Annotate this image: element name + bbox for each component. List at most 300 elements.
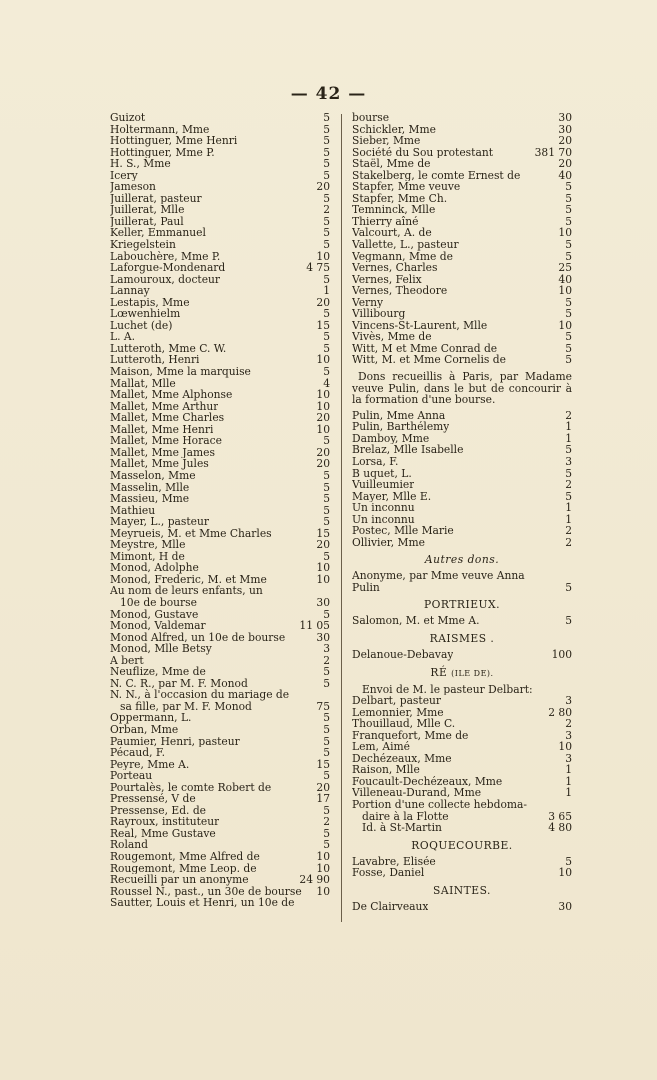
entry-amount: 5	[565, 341, 572, 355]
list-entry	[110, 597, 330, 609]
list-entry	[352, 537, 572, 549]
entry-amount: 10	[316, 561, 330, 575]
list-entry	[110, 458, 330, 470]
entry-name: Damboy, Mme	[352, 432, 430, 445]
entry-amount: 1	[565, 431, 572, 445]
entry-amount: 30	[558, 111, 572, 124]
entry-name: Mimont, H de	[110, 550, 185, 563]
entry-amount: 2	[565, 717, 572, 731]
list-entry	[352, 741, 572, 753]
list-entry	[110, 828, 330, 840]
list-entry	[110, 782, 330, 794]
list-entry	[110, 609, 330, 621]
list-entry	[110, 851, 330, 863]
list-entry	[110, 435, 330, 447]
entry-name: Salomon, M. et Mme A.	[352, 615, 480, 628]
entry-amount: 1	[565, 786, 572, 800]
entry-amount: 20	[316, 180, 330, 194]
entry-amount: 10	[316, 422, 330, 436]
entry-amount: 5	[565, 307, 572, 321]
entry-amount: 17	[316, 792, 330, 806]
entry-amount: 1	[323, 284, 330, 298]
entry-amount: 3	[565, 694, 572, 708]
entry-name: H. S., Mme	[110, 158, 171, 170]
entry-name: Anonyme, par Mme veuve Anna	[352, 570, 525, 582]
list-entry	[352, 707, 572, 719]
list-entry	[352, 193, 572, 205]
portrieux-row	[352, 615, 572, 627]
entry-name: Keller, Emmanuel	[110, 227, 206, 240]
list-entry	[110, 274, 330, 286]
entry-name: L. A.	[110, 331, 136, 343]
list-entry	[110, 158, 330, 170]
list-entry	[110, 285, 330, 297]
list-entry	[352, 320, 572, 332]
entry-amount: 24 90	[299, 873, 330, 887]
list-entry	[352, 216, 572, 228]
entry-name: Vegmann, Mme de	[352, 250, 453, 263]
entry-amount: 5	[565, 295, 572, 309]
list-entry	[110, 897, 330, 909]
entry-name: Hottinguer, Mme Henri	[110, 135, 238, 147]
entry-amount: 2	[565, 478, 572, 492]
right-list-c	[352, 695, 572, 834]
entry-name: Vallette, L., pasteur	[352, 239, 459, 251]
entry-amount: 5	[565, 466, 572, 480]
entry-name: Stapfer, Mme Ch.	[352, 192, 448, 205]
list-entry	[110, 724, 330, 736]
entry-name: Lutteroth, Henri	[110, 354, 200, 367]
entry-name: Lestapis, Mme	[110, 296, 190, 309]
entry-amount: 25	[558, 261, 572, 275]
list-entry	[110, 401, 330, 413]
entry-name: Valcourt, A. de	[352, 227, 432, 240]
entry-amount: 30	[316, 595, 330, 609]
list-entry	[352, 354, 572, 366]
list-entry	[352, 867, 572, 879]
list-entry	[352, 421, 572, 433]
entry-name: Vernes, Felix	[352, 273, 422, 286]
entry-name: N. N., à l'occasion du mariage de	[110, 689, 290, 701]
entry-amount: 5	[323, 307, 330, 321]
list-entry	[352, 514, 572, 526]
entry-name: Monod Alfred, un 10e de bourse	[110, 631, 286, 644]
entry-amount: 5	[565, 203, 572, 217]
list-entry	[352, 251, 572, 263]
entry-name: Staël, Mme de	[352, 158, 431, 170]
entry-amount: 10	[316, 249, 330, 263]
entry-amount: 20	[316, 538, 330, 552]
entry-amount: 2	[323, 203, 330, 217]
entry-name: Mallet, Mme Alphonse	[110, 389, 233, 401]
entry-name: Juillerat, pasteur	[110, 192, 202, 205]
entry-name: Laforgue-Mondenard	[110, 262, 226, 274]
entry-amount: 5	[323, 134, 330, 148]
entry-amount: 5	[323, 226, 330, 240]
re-heading	[352, 667, 572, 680]
entry-amount: 1	[565, 774, 572, 788]
entry-name: Kriegelstein	[110, 239, 176, 251]
entry-amount: 10	[558, 226, 572, 240]
list-entry	[110, 424, 330, 436]
right-list-a	[352, 112, 572, 366]
right-list-b	[352, 410, 572, 549]
entry-amount: 2	[323, 815, 330, 829]
list-entry	[110, 655, 330, 667]
entry-name: daire à la Flotte	[362, 810, 449, 823]
entry-name: Oppermann, L.	[110, 712, 192, 724]
entry-amount: 5	[323, 330, 330, 344]
entry-amount: 5	[323, 803, 330, 817]
entry-name: Sautter, Louis et Henri, un 10e de	[110, 897, 295, 909]
entry-amount: 2	[565, 535, 572, 549]
entry-amount: 30	[558, 899, 572, 913]
list-entry	[110, 470, 330, 482]
list-entry	[352, 308, 572, 320]
list-entry	[110, 574, 330, 586]
entry-amount: 5	[323, 468, 330, 482]
entry-name: Recueilli par un anonyme	[110, 874, 249, 886]
entry-name: Temninck, Mlle	[352, 204, 436, 216]
entry-name: Villeneau-Durand, Mme	[352, 787, 482, 800]
entry-name: Juillerat, Mlle	[110, 204, 185, 216]
entry-amount: 20	[558, 134, 572, 148]
entry-name: Masselin, Mlle	[110, 481, 190, 494]
list-entry	[352, 856, 572, 868]
list-entry	[110, 147, 330, 159]
list-entry	[110, 112, 330, 124]
entry-name: Roland	[110, 839, 148, 851]
entry-name: Meyrueis, M. et Mme Charles	[110, 527, 272, 540]
entry-amount: 2	[565, 408, 572, 422]
entry-amount: 5	[565, 614, 572, 628]
entry-amount: 5	[323, 434, 330, 448]
autres-dons-heading: Autres dons.	[424, 553, 500, 567]
list-entry	[110, 551, 330, 563]
entry-name: Monod, Adolphe	[110, 562, 199, 574]
entry-amount: 10	[558, 318, 572, 332]
entry-name: Peyre, Mme A.	[110, 758, 190, 771]
entry-amount: 5	[565, 180, 572, 194]
list-entry	[110, 412, 330, 424]
entry-amount: 5	[323, 503, 330, 517]
entry-name: Lorsa, F.	[352, 456, 399, 468]
entry-amount: 75	[316, 699, 330, 713]
list-entry	[110, 366, 330, 378]
entry-name: Hottinguer, Mme P.	[110, 146, 215, 159]
entry-name: Brelaz, Mlle Isabelle	[352, 444, 464, 456]
entry-amount: 4	[323, 376, 330, 390]
list-entry	[352, 753, 572, 765]
list-entry	[110, 251, 330, 263]
entry-name: Luchet (de)	[110, 319, 173, 332]
list-entry	[110, 204, 330, 216]
entry-amount: 10	[316, 353, 330, 367]
list-entry	[352, 285, 572, 297]
entry-name: Sieber, Mme	[352, 135, 421, 147]
entry-name: Lemonnier, Mme	[352, 706, 444, 719]
entry-amount: 11 05	[299, 619, 330, 633]
entry-amount: 5	[323, 838, 330, 852]
entry-name: Mathieu	[110, 504, 156, 517]
entry-amount: 3	[323, 642, 330, 656]
entry-name: Stapfer, Mme veuve	[352, 181, 461, 193]
entry-amount: 5	[565, 353, 572, 367]
entry-name: Guizot	[110, 112, 146, 124]
entry-name: Pulin, Mme Anna	[352, 409, 446, 422]
list-entry	[110, 216, 330, 228]
entry-amount: 40	[558, 168, 572, 182]
entry-name: Vivès, Mme de	[352, 331, 432, 343]
list-entry	[110, 620, 330, 632]
envoi-line	[352, 684, 572, 696]
list-entry	[110, 447, 330, 459]
entry-name: Pressensé, V de	[110, 793, 196, 805]
list-entry	[352, 456, 572, 468]
re-heading-sub: (ILE DE).	[451, 668, 494, 678]
entry-name: Lavabre, Elisée	[352, 855, 436, 868]
entry-name: Id. à St-Martin	[362, 822, 442, 834]
list-entry	[110, 181, 330, 193]
entry-name: Mallat, Mlle	[110, 377, 176, 390]
entry-name: Envoi de M. le pasteur Delbart:	[362, 683, 533, 696]
list-entry	[110, 493, 330, 505]
entry-name: Jameson	[110, 181, 156, 193]
entry-amount: 5	[565, 214, 572, 228]
entry-amount: 381 70	[534, 145, 572, 159]
entry-amount: 10	[558, 284, 572, 298]
entry-amount: 30	[316, 630, 330, 644]
list-entry	[110, 770, 330, 782]
list-entry	[352, 274, 572, 286]
entry-name: Vuilleumier	[352, 479, 415, 491]
list-entry	[110, 874, 330, 886]
list-entry	[110, 227, 330, 239]
entry-name: Roussel N., past., un 30e de bourse	[110, 885, 302, 898]
entry-amount: 5	[323, 734, 330, 748]
list-entry	[110, 747, 330, 759]
entry-name: Real, Mme Gustave	[110, 827, 216, 840]
entry-name: Rayroux, instituteur	[110, 816, 220, 828]
entry-amount: 10	[316, 388, 330, 402]
entry-name: A bert	[110, 654, 144, 667]
list-entry	[352, 811, 572, 823]
list-entry	[110, 805, 330, 817]
entry-amount: 5	[323, 191, 330, 205]
list-entry	[110, 689, 330, 701]
entry-amount: 20	[316, 295, 330, 309]
entry-amount: 5	[323, 238, 330, 252]
entry-amount: 5	[323, 272, 330, 286]
entry-name: Dechézeaux, Mme	[352, 752, 452, 765]
entry-amount: 5	[565, 191, 572, 205]
list-entry	[352, 147, 572, 159]
list-entry	[110, 343, 330, 355]
entry-amount: 1	[565, 501, 572, 515]
page-number: — 42 —	[290, 84, 367, 104]
entry-name: Stakelberg, le comte Ernest de	[352, 169, 521, 182]
entry-name: Mayer, Mlle E.	[352, 490, 432, 503]
entry-name: Ollivier, Mme	[352, 536, 425, 549]
entry-amount: 5	[323, 722, 330, 736]
entry-name: Pressense, Ed. de	[110, 804, 207, 817]
list-entry	[110, 793, 330, 805]
entry-name: Lutteroth, Mme C. W.	[110, 342, 227, 355]
entry-name: Labouchère, Mme P.	[110, 250, 221, 263]
entry-amount: 5	[565, 238, 572, 252]
dons-paragraph: Dons recueillis à Paris, par Madame veuve Pulin, dans le but de concourir à la formation d'une bourse.	[352, 370, 572, 407]
list-entry	[352, 297, 572, 309]
entry-name: Pourtalès, le comte Robert de	[110, 781, 272, 794]
entry-amount: 5	[323, 711, 330, 725]
entry-amount: 5	[323, 122, 330, 136]
entry-amount: 5	[323, 676, 330, 690]
entry-amount: 4 80	[548, 821, 572, 835]
entry-name: Mallet, Mme James	[110, 446, 215, 459]
list-entry	[352, 444, 572, 456]
list-entry	[110, 308, 330, 320]
entry-name: Delanoue-Debavay	[352, 649, 454, 661]
entry-name: Un inconnu	[352, 502, 415, 514]
entry-amount: 5	[323, 157, 330, 171]
list-entry	[352, 135, 572, 147]
list-entry	[110, 643, 330, 655]
entry-amount: 3	[565, 751, 572, 765]
entry-amount: 10	[558, 740, 572, 754]
entry-name: sa fille, par M. F. Monod	[120, 700, 252, 713]
entry-amount: 5	[323, 769, 330, 783]
entry-name: Villibourg	[352, 308, 406, 320]
list-entry	[352, 433, 572, 445]
list-entry	[110, 389, 330, 401]
right-column	[352, 112, 572, 912]
entry-name: Lannay	[110, 285, 150, 297]
entry-name: Paumier, Henri, pasteur	[110, 735, 240, 748]
entry-amount: 10	[316, 572, 330, 586]
list-entry	[110, 124, 330, 136]
list-entry	[352, 227, 572, 239]
entry-name: De Clairveaux	[352, 900, 429, 913]
list-entry	[110, 320, 330, 332]
entry-amount: 5	[323, 214, 330, 228]
entry-amount: 20	[316, 411, 330, 425]
re-heading-main: RÉ	[430, 665, 448, 679]
entry-amount: 10	[316, 884, 330, 898]
entry-amount: 5	[565, 580, 572, 594]
entry-name: Mallet, Mme Charles	[110, 412, 225, 424]
entry-amount: 1	[565, 512, 572, 526]
entry-name: Delbart, pasteur	[352, 695, 442, 707]
entry-amount: 10	[316, 399, 330, 413]
entry-name: B uquet, L.	[352, 467, 412, 480]
list-entry	[110, 666, 330, 678]
entry-name: Foucault-Dechézeaux, Mme	[352, 775, 503, 788]
portrieux-heading: PORTRIEUX.	[423, 598, 501, 612]
list-entry	[352, 730, 572, 742]
list-entry	[110, 170, 330, 182]
list-entry	[352, 343, 572, 355]
entry-amount: 4 75	[306, 261, 330, 275]
list-entry	[352, 502, 572, 514]
entry-name: Icery	[110, 169, 138, 182]
list-entry	[110, 539, 330, 551]
list-entry	[352, 331, 572, 343]
entry-name: Massieu, Mme	[110, 493, 190, 505]
entry-name: Vincens-St-Laurent, Mlle	[352, 319, 488, 332]
entry-amount: 5	[323, 341, 330, 355]
entry-amount: 15	[316, 757, 330, 771]
entry-name: Orban, Mme	[110, 723, 179, 736]
entry-name: Lœwenhielm	[110, 308, 181, 320]
list-entry	[110, 759, 330, 771]
entry-amount: 3	[565, 728, 572, 742]
entry-name: Mallet, Mme Henri	[110, 423, 214, 436]
entry-amount: 5	[323, 480, 330, 494]
list-entry	[110, 378, 330, 390]
list-entry	[110, 585, 330, 597]
list-entry	[352, 239, 572, 251]
entry-amount: 5	[565, 854, 572, 868]
entry-amount: 5	[323, 168, 330, 182]
entry-name: Thouillaud, Mlle C.	[352, 718, 456, 730]
list-entry	[110, 505, 330, 517]
entry-name: Vernes, Charles	[352, 262, 438, 274]
list-entry	[110, 562, 330, 574]
list-entry	[110, 297, 330, 309]
list-entry	[110, 678, 330, 690]
entry-name: 10e de bourse	[120, 596, 197, 609]
entry-name: Lamouroux, docteur	[110, 273, 221, 286]
entry-amount: 5	[323, 365, 330, 379]
list-entry	[110, 816, 330, 828]
entry-amount: 3	[565, 455, 572, 468]
list-entry	[110, 239, 330, 251]
entry-name: Au nom de leurs enfants, un	[110, 585, 263, 597]
list-entry	[352, 695, 572, 707]
entry-amount: 5	[323, 111, 330, 124]
entry-amount: 100	[551, 648, 572, 662]
entry-amount: 2 80	[548, 705, 572, 719]
entry-name: Neuflize, Mme de	[110, 666, 206, 678]
entry-name: Monod, Gustave	[110, 608, 199, 621]
entry-name: Vernes, Theodore	[352, 285, 448, 297]
entry-name: Witt, M. et Mme Cornelis de	[352, 354, 506, 367]
entry-name: Rougemont, Mme Leop. de	[110, 862, 257, 875]
entry-name: Portion d'une collecte hebdoma-	[352, 799, 528, 811]
list-entry	[110, 354, 330, 366]
entry-name: Maison, Mme la marquise	[110, 366, 251, 378]
entry-name: Monod, Valdemar	[110, 620, 206, 632]
entry-name: Fosse, Daniel	[352, 867, 425, 879]
entry-name: Thierry aîné	[352, 215, 419, 228]
entry-amount: 5	[323, 549, 330, 563]
entry-name: Meystre, Mlle	[110, 539, 186, 551]
entry-amount: 5	[323, 515, 330, 529]
entry-name: Holtermann, Mme	[110, 123, 210, 136]
list-entry	[352, 479, 572, 491]
entry-name: Monod, Frederic, M. et Mme	[110, 573, 267, 586]
entry-name: Pécaud, F.	[110, 747, 166, 759]
list-entry	[352, 718, 572, 730]
list-entry	[110, 135, 330, 147]
entry-name: Verny	[352, 296, 384, 309]
entry-amount: 10	[316, 850, 330, 863]
list-entry	[352, 112, 572, 124]
entry-amount: 5	[323, 665, 330, 679]
anonyme-line1	[352, 570, 572, 582]
list-entry	[352, 158, 572, 170]
entry-amount: 10	[316, 861, 330, 875]
